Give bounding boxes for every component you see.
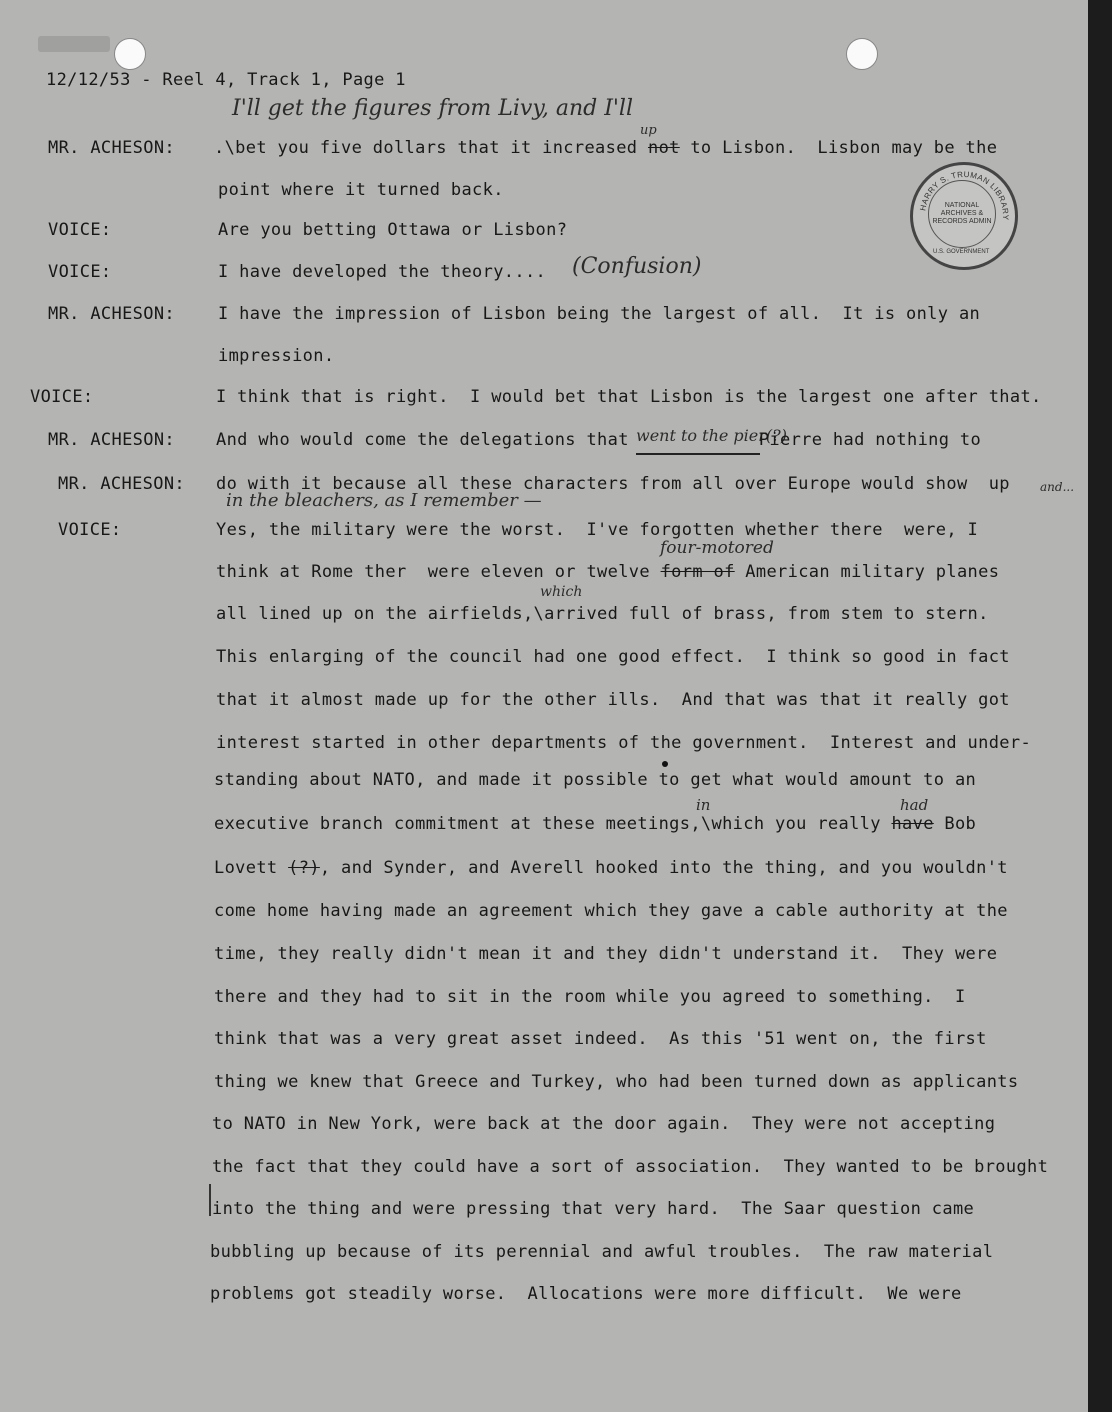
text-line: to NATO in New York, were back at the door again. They were not accepting: [212, 1114, 996, 1134]
margin-mark: [209, 1184, 211, 1216]
handwritten-note: went to the pier(?): [636, 426, 787, 445]
text-line: the fact that they could have a sort of association. They wanted to be brought: [212, 1157, 1049, 1177]
text-line: time, they really didn't mean it and they didn't understand it. They were: [214, 944, 998, 964]
punch-hole-right: [846, 38, 878, 70]
speaker-label: VOICE:: [48, 220, 112, 240]
stamp-center-text: NATIONAL ARCHIVES & RECORDS ADMIN: [932, 202, 992, 225]
text-line: impression.: [218, 346, 335, 366]
text-segment: think at Rome ther were eleven or twelve: [216, 562, 661, 582]
text-segment: .\bet you five dollars that it increased: [214, 138, 648, 158]
text-line: bubbling up because of its perennial and awful troubles. The raw material: [210, 1242, 994, 1262]
text-line: [216, 430, 981, 450]
text-line: I have the impression of Lisbon being the largest of all. It is only an: [218, 304, 981, 324]
handwritten-note: I'll get the figures from Livy, and I'll: [232, 96, 634, 121]
struck-text: have: [891, 814, 934, 834]
text-line: I think that is right. I would bet that Lisbon is the largest one after that.: [216, 387, 1042, 407]
text-line: think that was a very great asset indeed. As this '51 went on, the first: [214, 1029, 987, 1049]
text-line: point where it turned back.: [218, 180, 504, 200]
punch-hole-left: [114, 38, 146, 70]
text-line: thing we knew that Greece and Turkey, who had been turned down as applicants: [214, 1072, 1019, 1092]
text-segment: And who would come the delegations that: [216, 430, 629, 450]
handwritten-insert: had: [900, 796, 929, 814]
stamp-ring-text: HARRY S. TRUMAN LIBRARY: [918, 169, 1011, 221]
text-line: come home having made an agreement which they gave a cable authority at the: [214, 901, 1008, 921]
text-line: Are you betting Ottawa or Lisbon?: [218, 220, 568, 240]
speaker-label: MR. ACHESON:: [48, 430, 176, 450]
text-line: do with it because all these characters from all over Europe would show up: [216, 474, 1010, 494]
stamp-bottom-text: U.S. GOVERNMENT: [933, 249, 990, 255]
ink-dot: [662, 761, 668, 767]
text-line: [214, 858, 1008, 878]
text-segment: to Lisbon. Lisbon may be the: [679, 138, 998, 158]
handwritten-insert: four-motored: [660, 538, 774, 558]
text-segment: Pierre had nothing to: [758, 430, 982, 450]
handwritten-note: and...: [1040, 480, 1075, 494]
text-line: all lined up on the airfields,\arrived full of brass, from stem to stern.: [216, 604, 989, 624]
text-segment: Bob: [933, 814, 977, 834]
text-line: standing about NATO, and made it possible to get what would amount to an: [214, 770, 977, 790]
text-line: into the thing and were pressing that very hard. The Saar question came: [212, 1199, 975, 1219]
text-segment: executive branch commitment at these meetings,\which you really: [214, 814, 892, 834]
text-line: Yes, the military were the worst. I've forgotten whether there were, I: [216, 520, 979, 540]
handwritten-note: in the bleachers, as I remember —: [226, 490, 542, 511]
speaker-label: MR. ACHESON:: [58, 474, 186, 494]
text-line: I have developed the theory....: [218, 262, 547, 282]
handwritten-insert: up: [640, 123, 657, 138]
text-segment: Lovett: [214, 858, 289, 878]
struck-text: form of: [660, 562, 735, 582]
text-line: that it almost made up for the other ills. And that was that it really got: [216, 690, 1010, 710]
document-header: 12/12/53 - Reel 4, Track 1, Page 1: [46, 70, 406, 90]
struck-text: not: [647, 138, 680, 158]
speaker-label: MR. ACHESON:: [48, 304, 176, 324]
fill-in-blank: [636, 453, 760, 455]
speaker-label: VOICE:: [48, 262, 112, 282]
handwritten-insert: in: [696, 796, 711, 814]
handwritten-insert: which: [540, 584, 583, 600]
text-line: problems got steadily worse. Allocations were more difficult. We were: [210, 1284, 962, 1304]
text-line: [214, 814, 976, 834]
text-line: [214, 138, 997, 158]
text-line: interest started in other departments of the government. Interest and under-: [216, 733, 1032, 753]
text-line: [216, 562, 999, 582]
stamp-center: [928, 180, 996, 248]
speaker-label: VOICE:: [30, 387, 94, 407]
struck-text: (?): [288, 858, 320, 878]
speaker-label: VOICE:: [58, 520, 122, 540]
text-segment: , and Synder, and Averell hooked into the thing, and you wouldn't: [319, 858, 1008, 878]
smudge-mark: [38, 36, 110, 52]
text-segment: American military planes: [734, 562, 1000, 582]
library-stamp: [910, 162, 1018, 270]
speaker-label: MR. ACHESON:: [48, 138, 176, 158]
text-line: This enlarging of the council had one good effect. I think so good in fact: [216, 647, 1010, 667]
handwritten-note: (Confusion): [572, 254, 702, 279]
text-line: there and they had to sit in the room while you agreed to something. I: [214, 987, 966, 1007]
